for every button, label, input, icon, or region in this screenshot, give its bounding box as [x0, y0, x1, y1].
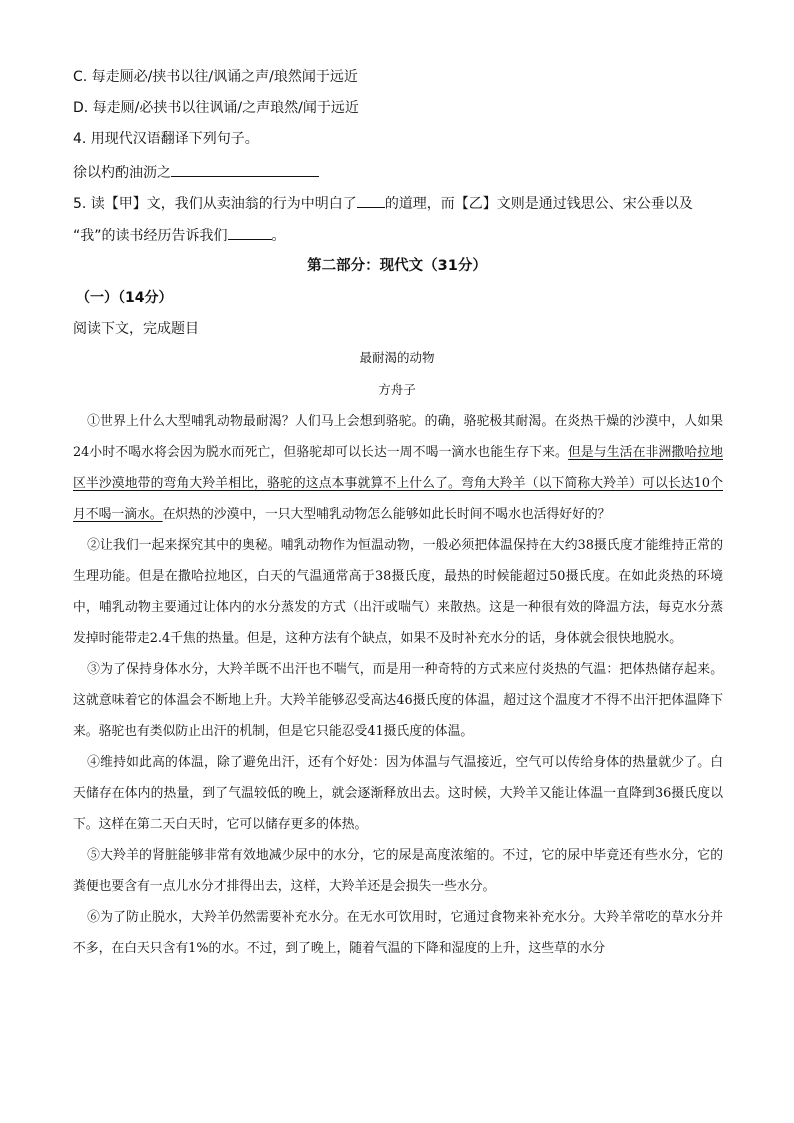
- paragraph-3-text: ③为了保持身体水分，大羚羊既不出汗也不喘气，而是用一种奇特的方式来应付炎热的气温：把体热储存起来。这就意味着它的体温会不断地上升。大羚羊能够忍受高达46摄氏度的体温，超过这个温度才不得不出汗把体温降下来。骆驼也有类似防止出汗的机制，但是它只能忍受41摄氏度的体温。: [73, 662, 723, 739]
- paragraph-4-text: ④维持如此高的体温，除了避免出汗，还有个好处：因为体温与气温接近，空气可以传给身体的热量就少了。白天储存在体内的热量，到了气温较低的晚上，就会逐渐释放出去。这时候，大羚羊又能让体温一直降到36摄氏度以下。这样在第二天白天时，它可以储存更多的体热。: [73, 755, 723, 832]
- paragraph-5-text: ⑤大羚羊的肾脏能够非常有效地减少尿中的水分，它的尿是高度浓缩的。不过，它的尿中毕竟还有些水分，它的粪便也要含有一点儿水分才排得出去，这样，大羚羊还是会损失一些水分。: [73, 848, 723, 894]
- article-body: [73, 406, 723, 964]
- question-5-line2: [73, 225, 286, 245]
- paragraph-1-text-a: ①世界上什么大型哺乳动物最耐渴？人们马上会想到骆驼。的确，骆驼极其耐渴。在炎热干燥的沙漠中，人如果24小时不喝水将会因为脱水而死亡，但骆驼却可以长达一周不喝一滴水也能生存下来。: [73, 414, 723, 460]
- answer-blank-q5-a[interactable]: [357, 193, 385, 208]
- question-5-text-b: 的道理，而【乙】文则是通过钱思公、宋公垂以及: [384, 196, 693, 212]
- paragraph-5: [73, 840, 723, 902]
- paragraph-6-text: ⑥为了防止脱水，大羚羊仍然需要补充水分。在无水可饮用时，它通过食物来补充水分。大羚羊常吃的草水分并不多，在白天只含有1%的水。不过，到了晚上，随着气温的下降和湿度的上升，这些草的水分: [73, 910, 723, 956]
- paragraph-1-text-b: 在炽热的沙漠中，一只大型哺乳动物怎么能够如此长时间不喝水也活得好好的？: [162, 507, 611, 522]
- article-author: 方舟子: [378, 382, 416, 397]
- section-title: 第二部分：现代文（31分）: [307, 258, 487, 274]
- reading-instruction: 阅读下文，完成题目: [73, 321, 199, 337]
- question-5-text-c: “我”的读书经历告诉我们: [73, 228, 228, 244]
- option-c: C. 每走厕必/挟书以往/讽诵之声/琅然闻于远近: [73, 69, 358, 85]
- paragraph-2-text: ②让我们一起来探究其中的奥秘。哺乳动物作为恒温动物，一般必须把体温保持在大约38摄氏度才能维持正常的生理功能。但是在撒哈拉地区，白天的气温通常高于38摄氏度，最热的时候能超过50摄氏度。在如此炎热的环境中，哺乳动物主要通过让体内的水分蒸发的方式（出汗或喘气）来散热。这是一种很有效的降温方法，每克水分蒸发掉时能带走2.4千焦的热量。但是，这种方法有个缺点，如果不及时补充水分的话，身体就会很快地脱水。: [73, 538, 723, 646]
- option-d: D. 每走厕/必挟书以往讽诵/之声琅然/闻于远近: [73, 100, 359, 116]
- question-4-sentence-line: [73, 162, 319, 182]
- article-title: 最耐渴的动物: [359, 350, 435, 365]
- question-5-text-a: 5. 读【甲】文，我们从卖油翁的行为中明白了: [73, 196, 357, 212]
- paragraph-1-underlined: 但是与生活在非洲撒哈拉地区半沙漠地带的弯角大羚羊相比，骆驼的这点本事就算不上什么了。弯角大羚羊（以下简称大羚羊）可以长达10个月不喝一滴水。: [73, 445, 723, 522]
- paragraph-1: [73, 406, 723, 530]
- question-4-sentence: 徐以杓酌油沥之: [73, 165, 171, 181]
- subsection-title: （一）（14分）: [76, 290, 173, 306]
- paragraph-6: [73, 902, 723, 964]
- question-5-line1: [73, 193, 693, 213]
- paragraph-2: [73, 530, 723, 654]
- paragraph-3: [73, 654, 723, 747]
- question-4: 4. 用现代汉语翻译下列句子。: [73, 131, 259, 147]
- answer-blank-q4[interactable]: [171, 162, 319, 177]
- paragraph-4: [73, 747, 723, 840]
- answer-blank-q5-b[interactable]: [228, 225, 272, 240]
- question-5-text-end: 。: [271, 228, 286, 244]
